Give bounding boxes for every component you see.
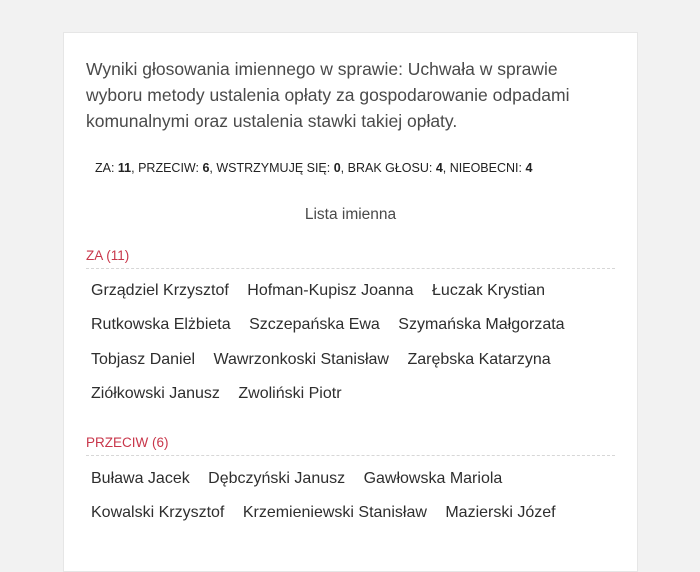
name-row [91,384,615,418]
summary-brak-value: 4 [435,161,443,175]
voter-name: Gawłowska Mariola [363,470,503,487]
summary-przeciw-label: , PRZECIW: [131,161,203,175]
summary-nieobecni-label: , NIEOBECNI: [442,161,526,175]
vote-title: Wyniki głosowania imiennego w sprawie: Uchwała w sprawie wyboru metody ustalenia opłaty za gospodarowanie odpadami komunalnymi oraz ustalenia stawki takiej opłaty. [86,59,570,131]
group-label-za: ZA (11) [86,248,130,263]
voter-name: Kowalski Krzysztof [91,504,225,522]
vote-summary [95,160,532,176]
voter-name: Buława Jacek [91,470,190,487]
voter-name: Zarębska Katarzyna [407,350,551,368]
group-divider [86,455,615,456]
voter-name: Mazierski Józef [445,504,556,522]
voter-name: Hofman-Kupisz Joanna [247,282,414,299]
name-row [91,503,615,537]
voter-name: Szymańska Małgorzata [398,316,565,334]
group-names-przeciw [91,469,615,538]
summary-wstrzymuje-value: 0 [333,161,341,175]
group-names-za [91,281,615,418]
list-heading: Lista imienna [304,206,397,223]
summary-za-value: 11 [117,161,132,175]
voter-name: Wawrzonkoski Stanisław [213,350,389,368]
voter-name: Dębczyński Janusz [208,470,346,487]
voter-name: Łuczak Krystian [432,282,545,299]
voter-name: Ziółkowski Janusz [91,384,220,402]
voter-name: Grządziel Krzysztof [91,282,229,299]
group-label-przeciw: PRZECIW (6) [86,435,169,450]
group-divider [86,268,615,269]
voter-name: Rutkowska Elżbieta [91,316,231,334]
name-row [91,350,615,384]
name-row [91,469,615,503]
summary-za-label: ZA: [95,161,118,175]
summary-wstrzymuje-label: , WSTRZYMUJĘ SIĘ: [209,161,334,175]
voter-name: Krzemieniewski Stanisław [242,504,427,522]
voter-name: Szczepańska Ewa [249,316,380,334]
summary-przeciw-value: 6 [202,161,210,175]
voter-name: Zwoliński Piotr [238,384,342,402]
name-row [91,281,615,315]
name-row [91,315,615,349]
voter-name: Tobjasz Daniel [91,350,196,368]
summary-nieobecni-value: 4 [525,161,533,175]
summary-brak-label: , BRAK GŁOSU: [340,161,436,175]
voting-results-card [63,32,638,572]
